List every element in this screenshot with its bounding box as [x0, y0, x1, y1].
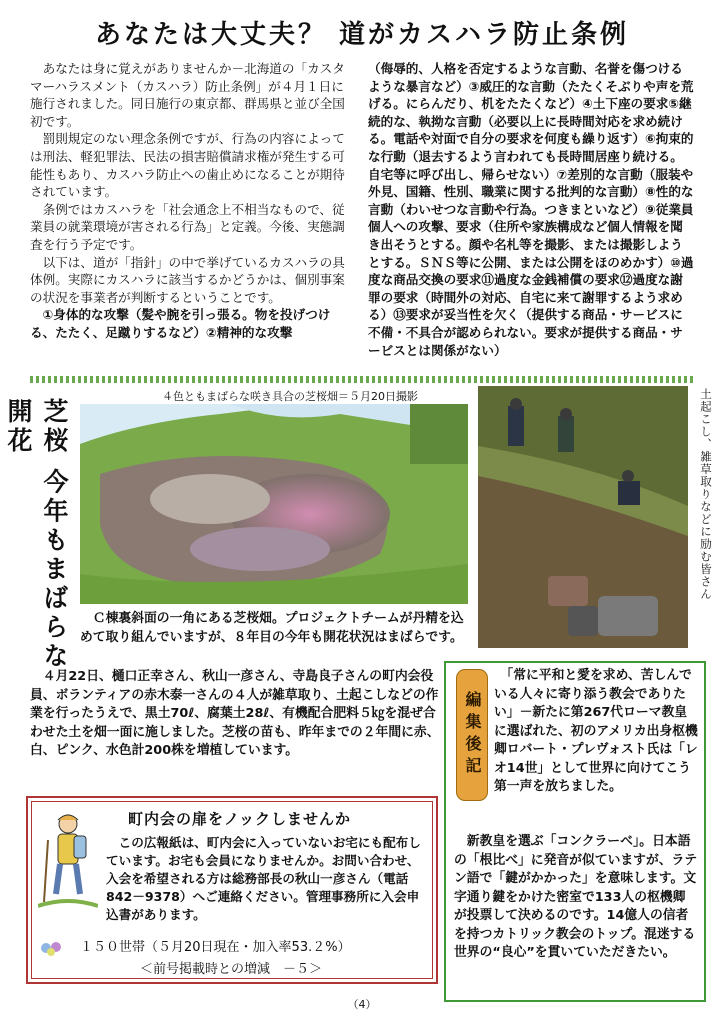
section-divider	[30, 376, 694, 383]
shibazakura-article	[80, 610, 475, 647]
editorial-tag: 編集後記	[456, 669, 488, 801]
volunteers-photo	[478, 386, 688, 648]
field-photo-image	[80, 404, 468, 604]
editorial-box	[444, 661, 706, 1002]
notice-title: 町内会の扉をノックしませんか	[128, 810, 351, 828]
membership-notice-box	[26, 796, 438, 984]
article-right-column	[368, 60, 694, 359]
household-change: ＜前号掲載時との増減 －５＞	[140, 962, 323, 977]
flower-icon	[38, 938, 66, 958]
shibazakura-paragraph: Ｃ棟裏斜面の一角にある芝桜畑。プロジェクトチームが丹精を込めて取り組んでいますが、８年目の今年も開花状況はまばらです。	[80, 611, 464, 645]
headline: あなたは大丈夫？ 道がカスハラ防止条例	[94, 20, 630, 50]
hiker-illustration-icon	[38, 810, 98, 910]
article-paragraph: 罰則規定のない理念条例ですが、行為の内容によっては刑法、軽犯罪法、民法の損害賠償請求権が発生する可能性もあり、カスハラ防止への歯止めになることが期待されています。	[30, 131, 345, 200]
shibazakura-article-continued	[30, 668, 440, 761]
household-count: １５０世帯（５月20日現在・加入率53.２%）	[80, 940, 351, 955]
harassment-examples: （侮辱的、人格を否定するような言動、名誉を傷つけるような暴言など）③威圧的な言動（たたくそぶりや声を荒げる。にらんだり、机をたたくなど）④土下座の要求⑤継続的な、執拗な言動（必要以上に長時間対応を求め続ける。電話や対面で自分の要求を何度も繰り返す）⑥拘束的な行動（退去するよう言われても長時間居座り続ける。自宅等に呼び出し、帰らせない）⑦差別的な言動（服装や外見、国籍、性別、職業に関する批判的な言動）⑧性的な言動（わいせつな言動や行為。つきまといなど）⑨従業員個人への攻撃、要求（住所や家族構成など個人情報を聞き出そうとする。顔や名札等を撮影、または撮影しようとする。ＳＮＳ等に公開、または公開をほのめかす）⑩過度な商品交換の要求⑪過度な金銭補償の要求⑫過度な謝罪の要求（時間外の対応、自宅に来て謝罪するよう求める）⑬要求が妥当性を欠く（提供する商品・サービスに不備・不具合が認められない。要求が提供する商品・サービスとは関係がない）	[368, 61, 694, 358]
photo-caption: ４色ともまばらな咲き具合の芝桜畑＝５月20日撮影	[162, 390, 418, 403]
page-number: （4）	[347, 998, 377, 1011]
article-left-column	[30, 60, 355, 342]
section-vertical-title: 芝桜 今年もまばらな開花	[4, 398, 69, 672]
editorial-paragraph-1: 「常に平和と愛を求め、苦しんでいる人々に寄り添う教会でありたい」－新たに第267代ローマ教皇に選ばれた、初のアメリカ出身枢機卿ロバート・プレヴォスト氏は「レオ14世」として世界に向けてこう第一声を放ちました。	[494, 668, 698, 794]
article-paragraph: 条例ではカスハラを「社会通念上不相当なもので、従業員の就業環境が害される行為」と定義。今後、実態調査を行う予定です。	[30, 201, 345, 252]
notice-body: この広報紙は、町内会に入っていないお宅にも配布しています。お宅も会員になりませんか。お問い合わせ、入会を希望される方は総務部長の秋山一彦さん（電話842－9378）へご連絡ください。管理事務所に入会申込書があります。	[106, 835, 421, 922]
article-paragraph: ①身体的な攻撃（髪や腕を引っ張る。物を投げつける、たたく、足蹴りするなど）②精神的な攻撃	[30, 307, 331, 340]
shibazakura-field-photo	[80, 404, 468, 604]
article-paragraph: あなたは身に覚えがありませんか－北海道の「カスタマーハラスメント（カスハラ）防止条例」が４月１日に施行されました。同日施行の東京都、群馬県と並び全国初です。	[30, 61, 345, 129]
editorial-paragraph-2: 新教皇を選ぶ「コンクラーベ」。日本語の「根比べ」に発音が似ていますが、ラテン語で「鍵がかかった」を意味します。文字通り鍵をかけた密室で133人の枢機卿が投票して決めるのです。14億人の信者を持つカトリック教会のトップ。混迷する世界の“良心”を貫いていただきたい。	[454, 834, 698, 960]
volunteers-photo-caption: 土起こし、雑草取りなどに励む皆さん	[699, 388, 713, 601]
volunteers-photo-image	[478, 386, 688, 648]
article-paragraph: 以下は、道が「指針」の中で挙げているカスハラの具体例。実際にカスハラに該当するかどうかは、個別事案の状況を事業者が判断するということです。	[30, 254, 345, 305]
shibazakura-paragraph: ４月22日、樋口正幸さん、秋山一彦さん、寺島良子さんの町内会役員、ボランティアの赤木泰一さんの４人が雑草取り、土起こしなどの作業を行ったうえで、黒土70ℓ、腐葉土28ℓ、有機配合肥料５㎏を混ぜ合わせた土を畑一面に施しました。芝桜の苗も、昨年までの２年間に赤、白、ピンク、水色計200株を増植しています。	[30, 669, 440, 758]
